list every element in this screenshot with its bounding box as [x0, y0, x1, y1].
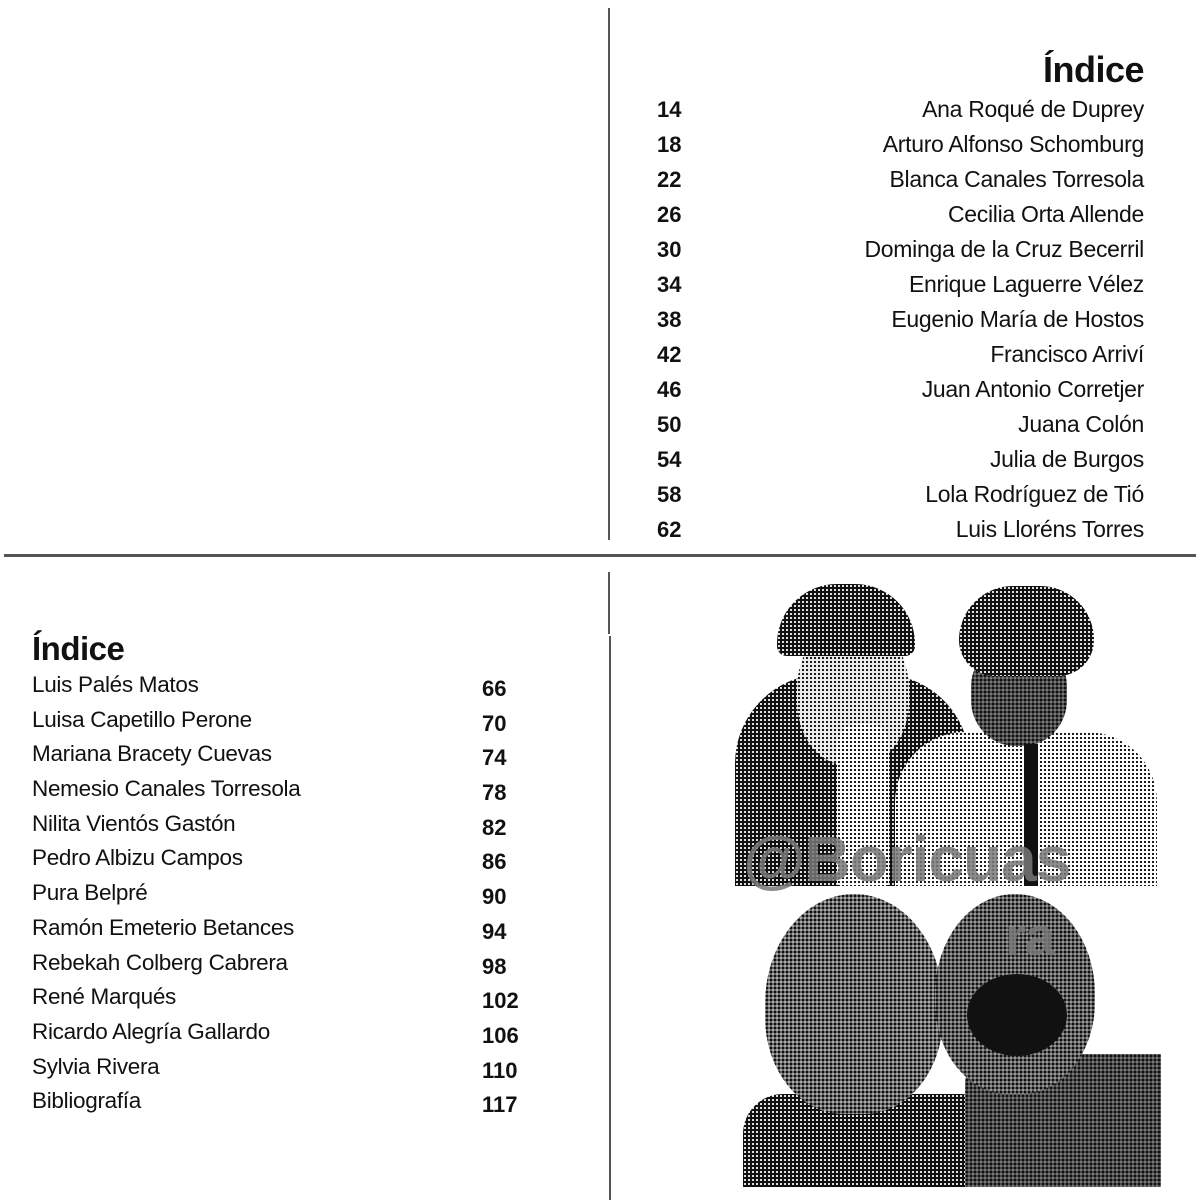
portrait-collage — [735, 584, 1161, 1187]
toc-entry[interactable] — [32, 878, 552, 913]
toc-page-number: 34 — [657, 271, 682, 297]
toc-entry-name: Pura Belpré — [32, 880, 148, 906]
toc-page-number: 102 — [482, 988, 519, 1014]
toc-page-number: 18 — [657, 131, 682, 157]
toc-page-number: 50 — [657, 411, 682, 437]
toc-entry-name: Ricardo Alegría Gallardo — [32, 1018, 270, 1044]
toc-entry[interactable] — [32, 774, 552, 809]
toc-page-number: 62 — [657, 516, 682, 542]
table-of-contents-right — [640, 48, 1144, 547]
toc-page-number: 106 — [482, 1022, 519, 1048]
toc-entry[interactable] — [640, 407, 1144, 442]
toc-entry-name: Francisco Arriví — [990, 341, 1144, 367]
toc-entry-name: Dominga de la Cruz Becerril — [864, 236, 1144, 262]
toc-page-number: 66 — [482, 676, 507, 701]
toc-entry[interactable] — [32, 843, 552, 878]
toc-entry[interactable] — [640, 337, 1144, 372]
section-divider — [4, 554, 1196, 557]
toc-entry[interactable] — [640, 127, 1144, 162]
toc-entry[interactable] — [32, 705, 552, 740]
toc-page-number: 42 — [657, 341, 682, 367]
toc-entry[interactable] — [640, 302, 1144, 337]
toc-entry[interactable] — [640, 267, 1144, 302]
toc-page-number: 82 — [482, 814, 507, 840]
toc-entry-name: Mariana Bracety Cuevas — [32, 741, 272, 767]
page-gutter-divider — [608, 572, 610, 634]
toc-page-number: 26 — [657, 201, 682, 227]
toc-entry-name: Luis Palés Matos — [32, 672, 199, 697]
toc-page-number: 78 — [482, 780, 507, 806]
portrait-singing-man-mouth — [967, 974, 1067, 1056]
toc-entry-name: Enrique Laguerre Vélez — [908, 271, 1144, 297]
toc-entry-name: Pedro Albizu Campos — [32, 845, 243, 871]
toc-page-number: 90 — [482, 884, 507, 910]
page-gutter-divider — [608, 8, 610, 540]
toc-page-number: 54 — [657, 446, 682, 472]
toc-entry-name: Julia de Burgos — [989, 446, 1144, 472]
toc-entry-name: Lola Rodríguez de Tió — [925, 481, 1144, 507]
toc-entry-name: Nemesio Canales Torresola — [32, 776, 301, 802]
toc-entry-name: Eugenio María de Hostos — [891, 306, 1144, 332]
toc-entry[interactable] — [32, 809, 552, 844]
toc-entry[interactable] — [32, 1086, 552, 1121]
portrait-bearded-man-face — [765, 894, 943, 1114]
toc-entry-name: Rebekah Colberg Cabrera — [32, 949, 288, 975]
toc-entry[interactable] — [640, 477, 1144, 512]
page-gutter-divider — [609, 636, 611, 1200]
toc-title: Índice — [1042, 49, 1144, 90]
toc-page-number: 58 — [657, 481, 682, 507]
toc-page-number: 46 — [657, 376, 682, 402]
toc-entry[interactable] — [32, 739, 552, 774]
toc-entry[interactable] — [640, 512, 1144, 547]
toc-entry[interactable] — [32, 948, 552, 983]
toc-page-number: 117 — [482, 1092, 518, 1118]
toc-entry-name: Juana Colón — [1018, 411, 1144, 437]
portrait-man-hat-brim — [959, 586, 1094, 676]
toc-page-number: 38 — [657, 306, 682, 332]
toc-page-number: 94 — [482, 918, 507, 944]
toc-entry-name: Ramón Emeterio Betances — [32, 914, 294, 940]
toc-title: Índice — [32, 630, 125, 667]
toc-entry-name: Luis Lloréns Torres — [955, 516, 1144, 542]
toc-entry[interactable] — [640, 232, 1144, 267]
toc-entry-name: Bibliografía — [32, 1088, 141, 1114]
toc-page-number: 14 — [657, 96, 682, 122]
toc-entry-name: Ana Roqué de Duprey — [922, 96, 1144, 122]
toc-entry-name: Arturo Alfonso Schomburg — [882, 131, 1144, 157]
toc-page-number: 86 — [482, 849, 507, 875]
toc-entry[interactable] — [32, 1052, 552, 1087]
portrait-woman-hair — [777, 584, 915, 656]
toc-page-number: 110 — [482, 1057, 518, 1083]
toc-entry-name: Nilita Vientós Gastón — [32, 810, 236, 836]
toc-entry[interactable] — [32, 1017, 552, 1052]
toc-entry[interactable] — [32, 670, 552, 705]
toc-entry[interactable] — [32, 913, 552, 948]
toc-page-number: 70 — [482, 710, 507, 736]
toc-page-number: 98 — [482, 953, 507, 979]
toc-entry-name: Juan Antonio Corretjer — [921, 376, 1144, 402]
toc-entry-name: Luisa Capetillo Perone — [32, 706, 252, 732]
watermark-text: @Boricuas — [743, 823, 1071, 895]
toc-entry[interactable] — [640, 372, 1144, 407]
toc-page-number: 74 — [482, 745, 507, 771]
toc-entry[interactable] — [640, 197, 1144, 232]
toc-entry-name: Cecilia Orta Allende — [948, 201, 1144, 227]
toc-entry[interactable] — [640, 162, 1144, 197]
toc-page-number: 30 — [657, 236, 682, 262]
toc-entry-name: Sylvia Rivera — [32, 1053, 160, 1079]
toc-entry[interactable] — [32, 982, 552, 1017]
toc-entry[interactable] — [640, 92, 1144, 127]
toc-entry-name: René Marqués — [32, 984, 176, 1010]
toc-entry-name: Blanca Canales Torresola — [889, 166, 1144, 192]
toc-entry[interactable] — [640, 442, 1144, 477]
toc-page-number: 22 — [657, 166, 682, 192]
table-of-contents-left — [32, 628, 552, 1121]
top-page-spread — [0, 0, 1200, 552]
watermark-text: ra — [1005, 907, 1055, 967]
